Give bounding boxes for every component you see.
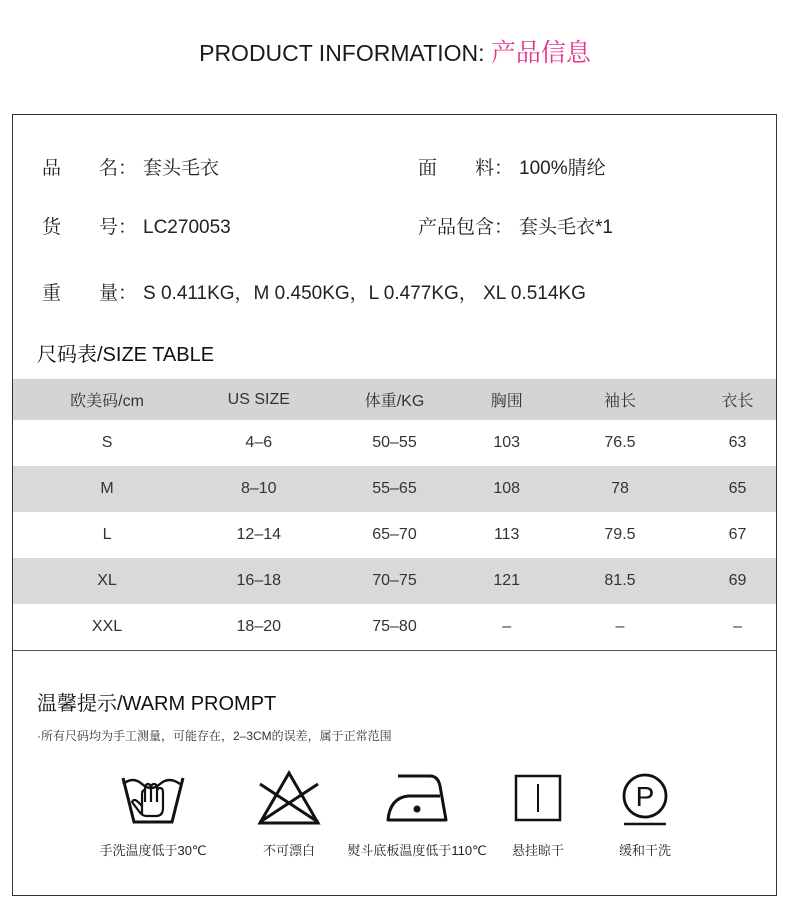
care-dry-clean <box>575 770 715 859</box>
size-table-title: 尺码表/SIZE TABLE <box>37 344 215 366</box>
cell-weight: 50–55 <box>372 434 417 451</box>
header-length: 衣长 <box>721 393 754 410</box>
info-sku <box>42 212 231 239</box>
cell-sleeve: 81.5 <box>604 572 636 589</box>
cell-us-size: 16–18 <box>236 572 282 589</box>
section-divider <box>13 650 776 651</box>
no-bleach-icon <box>256 770 322 826</box>
care-hand-wash <box>83 770 223 859</box>
table-row <box>13 604 776 650</box>
header-weight: 体重/KG <box>364 393 425 410</box>
cell-chest: 121 <box>493 572 521 589</box>
header-us-size: US SIZE <box>227 390 290 408</box>
header-sleeve: 袖长 <box>603 393 636 410</box>
measurement-note: ·所有尺码均为手工测量，可能存在，2–3CM的误差，属于正常范围 <box>37 729 392 743</box>
header-chest: 胸围 <box>490 393 523 410</box>
cell-length: 63 <box>728 434 747 451</box>
cell-length: – <box>733 618 742 635</box>
cell-eu-size: M <box>100 480 114 497</box>
cell-weight: 65–70 <box>372 526 417 543</box>
info-sku-value: LC270053 <box>143 217 231 238</box>
size-table <box>13 379 776 650</box>
cell-chest: 108 <box>493 480 521 497</box>
hand-wash-icon <box>120 770 186 826</box>
svg-text:P: P <box>635 781 655 812</box>
page-title <box>0 33 790 69</box>
table-row <box>13 512 776 558</box>
title-en: PRODUCT INFORMATION: <box>199 40 485 66</box>
cell-eu-size: XXL <box>91 618 123 635</box>
info-weight-value: S 0.411KG，M 0.450KG，L 0.477KG， XL 0.514KG <box>143 283 586 304</box>
table-row <box>13 558 776 604</box>
info-name-label: 品 名： <box>42 158 138 179</box>
cell-us-size: 8–10 <box>240 480 277 497</box>
cell-sleeve: 76.5 <box>604 434 636 451</box>
info-package-value: 套头毛衣*1 <box>519 217 613 238</box>
info-package-label: 产品包含： <box>418 217 514 238</box>
cell-us-size: 18–20 <box>236 618 282 635</box>
info-weight <box>42 278 586 305</box>
info-fabric <box>418 153 606 180</box>
cell-weight: 75–80 <box>372 618 417 635</box>
cell-length: 65 <box>728 480 747 497</box>
cell-chest: 103 <box>493 434 521 451</box>
cell-eu-size: XL <box>97 572 117 589</box>
iron-icon <box>384 770 450 826</box>
table-row <box>13 420 776 466</box>
cell-us-size: 12–14 <box>236 526 282 543</box>
cell-weight: 55–65 <box>372 480 417 497</box>
cell-sleeve: 78 <box>611 480 629 497</box>
care-label: 悬挂晾干 <box>511 843 564 858</box>
cell-sleeve: – <box>615 618 625 635</box>
info-name-value: 套头毛衣 <box>143 158 220 179</box>
size-table-header <box>13 379 776 420</box>
info-fabric-label: 面 料： <box>418 158 514 179</box>
table-row <box>13 466 776 512</box>
header-eu-size: 欧美码/cm <box>70 393 144 410</box>
info-sku-label: 货 号： <box>42 217 138 238</box>
product-info-frame <box>12 114 777 896</box>
info-name <box>42 153 219 180</box>
info-fabric-value: 100%腈纶 <box>519 158 606 179</box>
warm-prompt-title: 温馨提示/WARM PROMPT <box>37 693 277 715</box>
care-label: 手洗温度低于30℃ <box>99 843 207 858</box>
cell-eu-size: L <box>102 526 112 543</box>
care-label: 熨斗底板温度低于110℃ <box>347 843 487 858</box>
info-package <box>418 212 613 239</box>
cell-us-size: 4–6 <box>245 434 273 451</box>
cell-length: 69 <box>728 572 747 589</box>
dry-clean-p-icon <box>612 770 678 826</box>
care-label: 缓和干洗 <box>618 843 671 858</box>
cell-sleeve: 79.5 <box>604 526 636 543</box>
title-cn: 产品信息 <box>490 39 591 67</box>
care-label: 不可漂白 <box>262 843 315 858</box>
line-dry-icon <box>505 770 571 826</box>
cell-weight: 70–75 <box>372 572 417 589</box>
cell-eu-size: S <box>101 434 113 451</box>
info-weight-label: 重 量： <box>42 283 138 304</box>
cell-length: 67 <box>728 526 747 543</box>
care-no-bleach <box>219 770 359 859</box>
care-iron <box>347 770 487 859</box>
cell-chest: – <box>502 618 512 635</box>
cell-chest: 113 <box>493 526 520 543</box>
